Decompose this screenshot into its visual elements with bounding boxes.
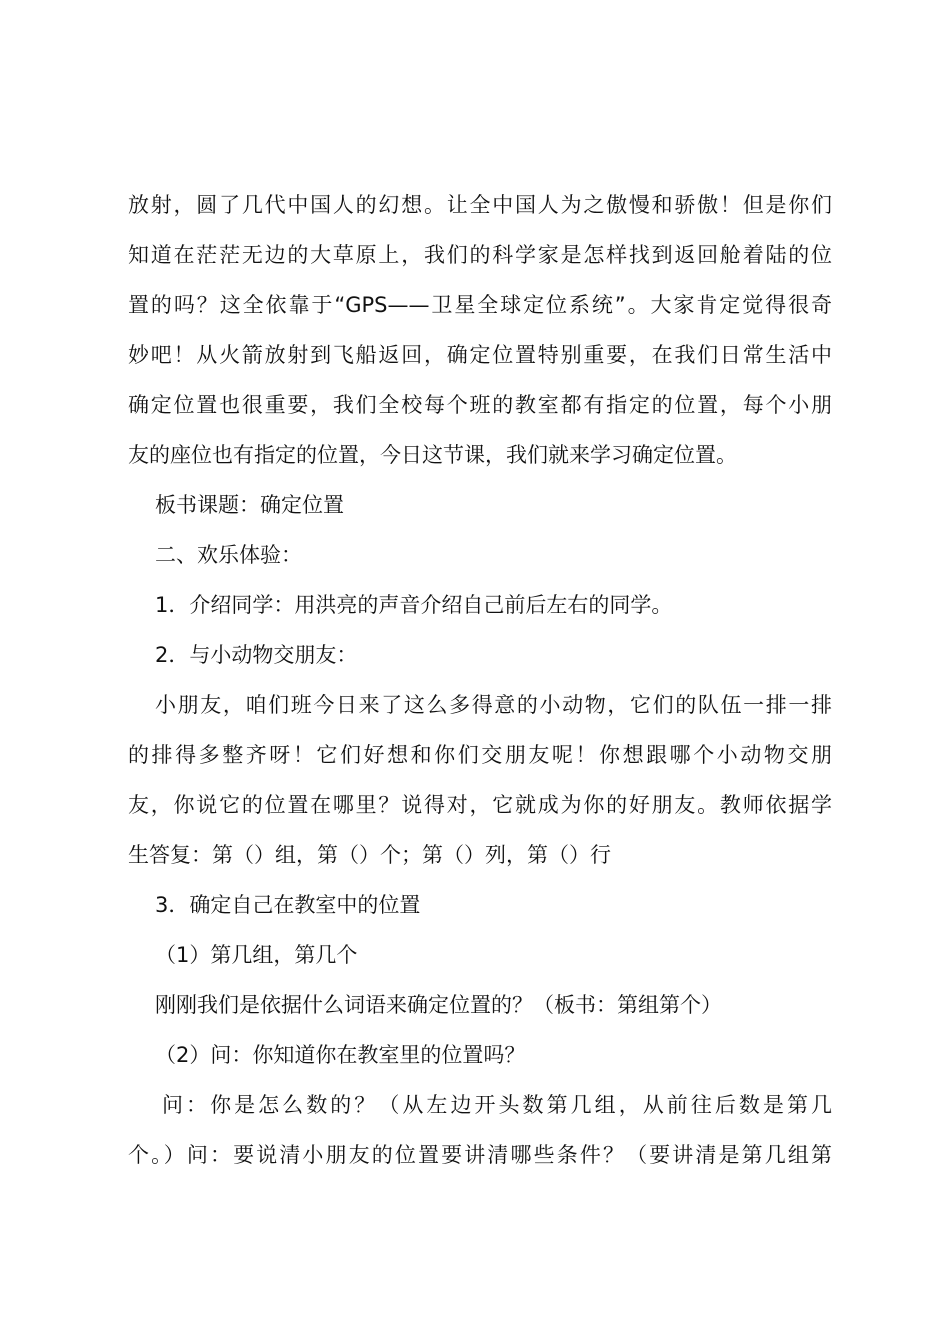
paragraph-line-4: 生答复：第（）组，第（）个；第（）列，第（）行 [128, 843, 611, 867]
text-line-4: 妙吧！从火箭放射到飞船返回，确定位置特别重要，在我们日常生活中 [128, 343, 832, 367]
text-line-5: 确定位置也很重要，我们全校每个班的教室都有指定的位置，每个小朋 [128, 393, 832, 417]
section-heading-2: 二、欢乐体验： [155, 543, 302, 567]
text-line-1: 放射，圆了几代中国人的幻想。让全中国人为之傲慢和骄傲！但是你们 [128, 193, 832, 217]
text-line-3: 置的吗？这全依靠于“GPS——卫星全球定位系统”。大家肯定觉得很奇 [128, 293, 832, 317]
item-1-line: 1．介绍同学：用洪亮的声音介绍自己前后左右的同学。 [155, 593, 673, 617]
item-3-line: 3．确定自己在教室中的位置 [155, 893, 421, 917]
blackboard-title-line: 板书课题：确定位置 [155, 493, 344, 517]
text-line-2: 知道在茫茫无边的大草原上，我们的科学家是怎样找到返回舱着陆的位 [128, 243, 832, 267]
item-2-line: 2．与小动物交朋友： [155, 643, 358, 667]
paragraph-line-2: 的排得多整齐呀！它们好想和你们交朋友呢！你想跟哪个小动物交朋 [128, 743, 832, 767]
question-line-1: 刚刚我们是依据什么词语来确定位置的？（板书：第组第个） [155, 993, 722, 1017]
paragraph-line-1: 小朋友，咱们班今日来了这么多得意的小动物，它们的队伍一排一排 [155, 693, 832, 717]
subitem-2-line: （2）问：你知道你在教室里的位置吗？ [155, 1043, 526, 1067]
text-line-6: 友的座位也有指定的位置，今日这节课，我们就来学习确定位置。 [128, 443, 737, 467]
question-line-2: 问：你是怎么数的？（从左边开头数第几组，从前往后数是第几 [162, 1093, 832, 1117]
subitem-1-line: （1）第几组，第几个 [155, 943, 358, 967]
paragraph-line-3: 友，你说它的位置在哪里？说得对，它就成为你的好朋友。教师依据学 [128, 793, 832, 817]
question-line-3: 个。）问：要说清小朋友的位置要讲清哪些条件？（要讲清是第几组第 [128, 1143, 832, 1167]
